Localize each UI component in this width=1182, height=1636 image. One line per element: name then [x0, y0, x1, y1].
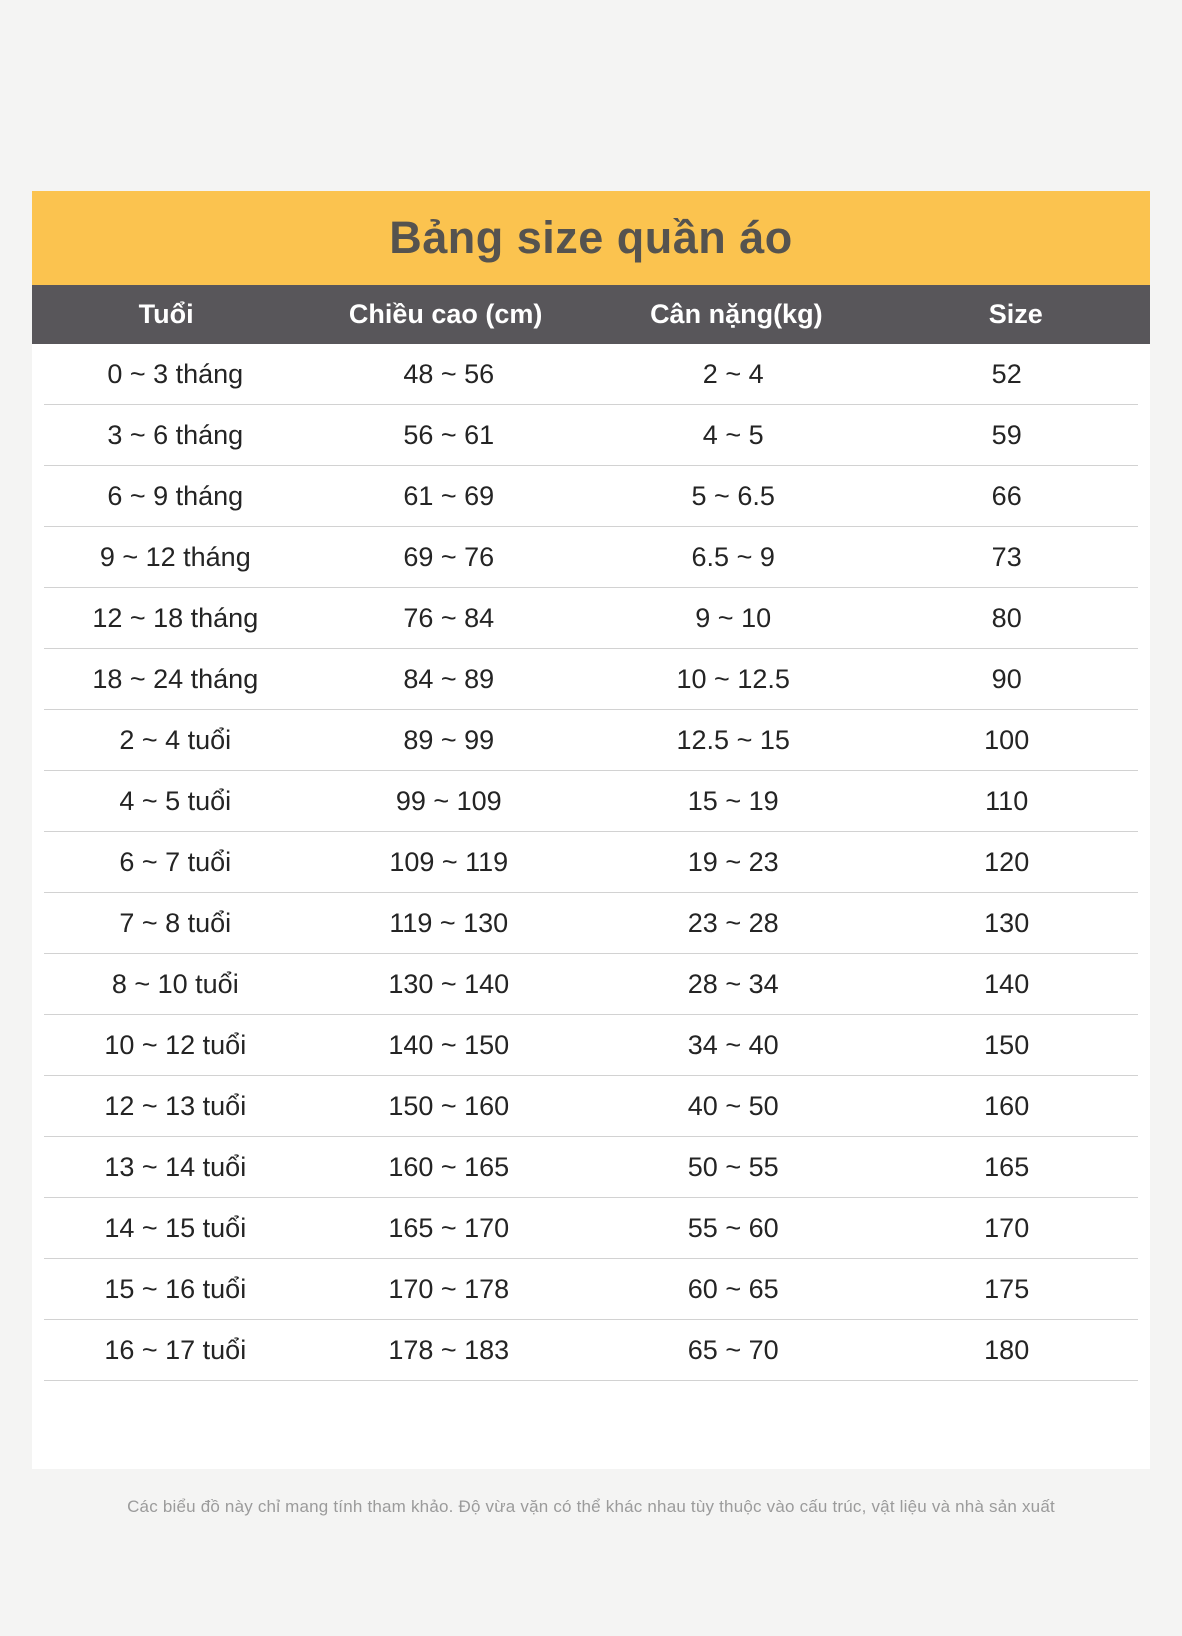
disclaimer-text: Các biểu đồ này chỉ mang tính tham khảo. Độ vừa vặn có thể khác nhau tùy thuộc vào cấu trúc, vật liệu và nhà sản xuất: [127, 1497, 1055, 1516]
size-cell: 140: [984, 968, 1030, 999]
table-row: [44, 649, 1138, 710]
height-cell: 48 ~ 56: [403, 358, 495, 389]
height-cell: 150 ~ 160: [388, 1090, 510, 1121]
table-row: [44, 1198, 1138, 1259]
height-cell: 69 ~ 76: [403, 541, 495, 572]
table-row: [44, 832, 1138, 893]
table-body: [32, 344, 1150, 1381]
height-cell: 109 ~ 119: [389, 846, 509, 877]
page-title: Bảng size quần áo: [389, 212, 793, 263]
table-row: [44, 1015, 1138, 1076]
size-cell: 170: [984, 1212, 1030, 1243]
weight-cell: 4 ~ 5: [702, 419, 764, 450]
age-cell: 14 ~ 15 tuổi: [104, 1212, 247, 1243]
age-cell: 3 ~ 6 tháng: [107, 419, 244, 450]
weight-cell: 19 ~ 23: [687, 846, 779, 877]
age-cell: 18 ~ 24 tháng: [92, 663, 259, 694]
column-header-age: Tuổi: [138, 299, 194, 329]
age-cell: 15 ~ 16 tuổi: [104, 1273, 247, 1304]
size-cell: 90: [991, 663, 1022, 694]
table-row: [44, 466, 1138, 527]
height-cell: 84 ~ 89: [403, 663, 495, 694]
weight-cell: 55 ~ 60: [687, 1212, 779, 1243]
age-cell: 4 ~ 5 tuổi: [119, 785, 232, 816]
height-cell: 140 ~ 150: [388, 1029, 510, 1060]
size-cell: 175: [984, 1273, 1030, 1304]
height-cell: 165 ~ 170: [388, 1212, 510, 1243]
size-cell: 66: [991, 480, 1022, 511]
size-chart-card: [32, 191, 1150, 1469]
height-cell: 119 ~ 130: [389, 907, 509, 938]
height-cell: 76 ~ 84: [403, 602, 495, 633]
age-cell: 9 ~ 12 tháng: [99, 541, 251, 572]
age-cell: 2 ~ 4 tuổi: [119, 724, 232, 755]
size-cell: 59: [991, 419, 1022, 450]
column-header-weight: Cân nặng(kg): [650, 299, 823, 329]
size-cell: 52: [991, 358, 1022, 389]
height-cell: 56 ~ 61: [403, 419, 495, 450]
table-row: [44, 405, 1138, 466]
table-row: [44, 1320, 1138, 1381]
table-row: [44, 344, 1138, 405]
table-row: [44, 1259, 1138, 1320]
table-row: [44, 1076, 1138, 1137]
size-cell: 100: [984, 724, 1030, 755]
table-row: [44, 893, 1138, 954]
height-cell: 89 ~ 99: [403, 724, 495, 755]
weight-cell: 2 ~ 4: [702, 358, 764, 389]
weight-cell: 60 ~ 65: [687, 1273, 779, 1304]
height-cell: 178 ~ 183: [388, 1334, 510, 1365]
weight-cell: 65 ~ 70: [687, 1334, 779, 1365]
table-row: [44, 1137, 1138, 1198]
age-cell: 0 ~ 3 tháng: [107, 358, 244, 389]
size-cell: 73: [991, 541, 1022, 572]
weight-cell: 10 ~ 12.5: [676, 663, 790, 694]
age-cell: 16 ~ 17 tuổi: [104, 1334, 247, 1365]
age-cell: 12 ~ 18 tháng: [92, 602, 259, 633]
height-cell: 160 ~ 165: [388, 1151, 510, 1182]
weight-cell: 50 ~ 55: [687, 1151, 779, 1182]
age-cell: 10 ~ 12 tuổi: [104, 1029, 247, 1060]
size-cell: 150: [984, 1029, 1030, 1060]
size-cell: 130: [984, 907, 1030, 938]
age-cell: 8 ~ 10 tuổi: [111, 968, 239, 999]
height-cell: 130 ~ 140: [388, 968, 510, 999]
age-cell: 6 ~ 7 tuổi: [119, 846, 232, 877]
table-row: [44, 771, 1138, 832]
weight-cell: 23 ~ 28: [687, 907, 779, 938]
weight-cell: 6.5 ~ 9: [691, 541, 775, 572]
column-header-height: Chiều cao (cm): [348, 299, 543, 329]
table-row: [44, 710, 1138, 771]
size-cell: 110: [985, 785, 1029, 816]
height-cell: 170 ~ 178: [388, 1273, 510, 1304]
size-cell: 120: [984, 846, 1030, 877]
age-cell: 13 ~ 14 tuổi: [104, 1151, 247, 1182]
title-band: [32, 191, 1150, 285]
size-cell: 180: [984, 1334, 1030, 1365]
weight-cell: 28 ~ 34: [687, 968, 779, 999]
size-cell: 80: [991, 602, 1022, 633]
weight-cell: 9 ~ 10: [695, 602, 772, 633]
weight-cell: 40 ~ 50: [687, 1090, 779, 1121]
size-cell: 165: [984, 1151, 1030, 1182]
age-cell: 12 ~ 13 tuổi: [104, 1090, 247, 1121]
height-cell: 99 ~ 109: [395, 785, 502, 816]
age-cell: 7 ~ 8 tuổi: [119, 907, 232, 938]
table-row: [44, 954, 1138, 1015]
column-header-size: Size: [988, 299, 1043, 329]
weight-cell: 15 ~ 19: [687, 785, 779, 816]
weight-cell: 5 ~ 6.5: [691, 480, 775, 511]
weight-cell: 12.5 ~ 15: [676, 724, 790, 755]
table-row: [44, 527, 1138, 588]
size-cell: 160: [984, 1090, 1030, 1121]
height-cell: 61 ~ 69: [403, 480, 495, 511]
weight-cell: 34 ~ 40: [687, 1029, 779, 1060]
age-cell: 6 ~ 9 tháng: [107, 480, 244, 511]
table-header-row: [32, 285, 1150, 344]
table-row: [44, 588, 1138, 649]
